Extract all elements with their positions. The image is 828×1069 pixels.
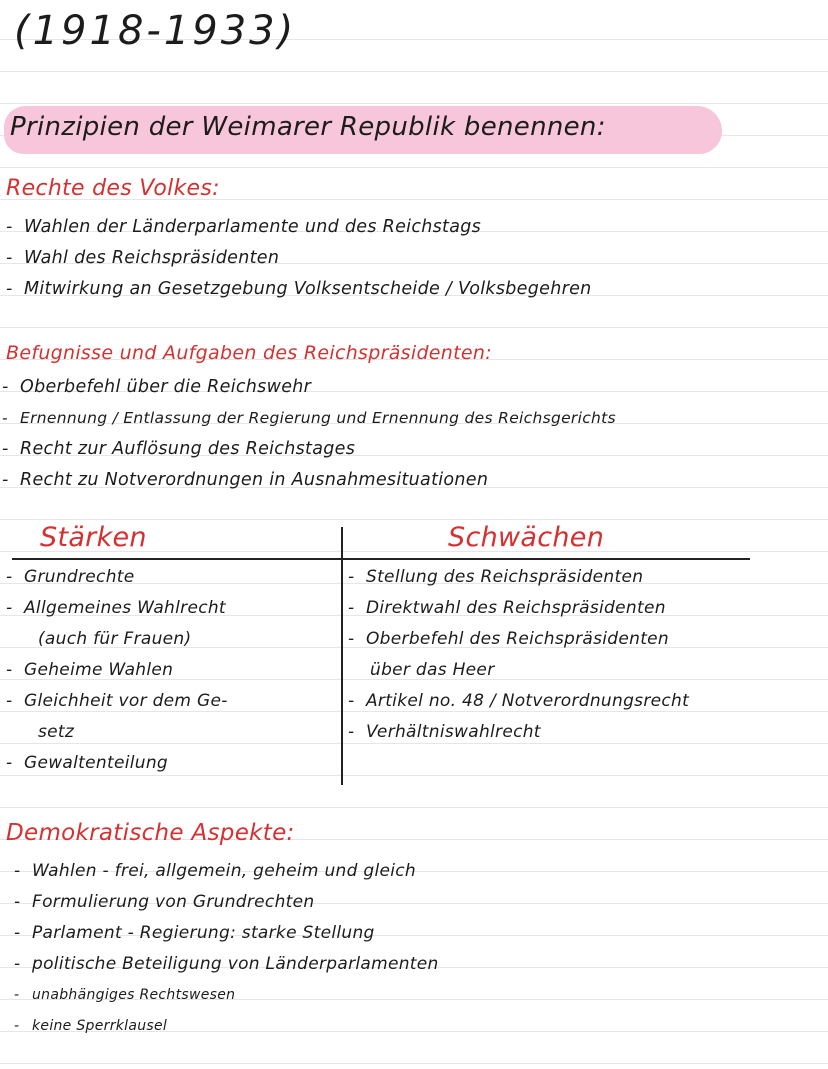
list-item: - Gewaltenteilung — [6, 753, 168, 773]
list-item: - Wahlen der Länderparlamente und des Reichstags — [6, 217, 482, 237]
list-item: - Gleichheit vor dem Ge- — [6, 691, 228, 711]
main-heading: Prinzipien der Weimarer Republik benennen: — [10, 112, 606, 142]
list-item: - Wahlen - frei, allgemein, geheim und gleich — [14, 861, 417, 881]
column-heading-staerken: Stärken — [40, 522, 147, 553]
list-item: - Oberbefehl über die Reichswehr — [2, 377, 312, 397]
list-item: - Stellung des Reichspräsidenten — [348, 567, 644, 587]
list-item: - Grundrechte — [6, 567, 135, 587]
section-title-rechte: Rechte des Volkes: — [6, 176, 220, 201]
list-item: - Artikel no. 48 / Notverordnungsrecht — [348, 691, 690, 711]
list-staerken — [6, 562, 228, 779]
table-vertical-rule — [341, 527, 343, 785]
section-title-befugnisse: Befugnisse und Aufgaben des Reichspräsidenten: — [6, 342, 492, 364]
list-item: - Verhältniswahlrecht — [348, 722, 541, 742]
page-title: (1918-1933) — [14, 8, 297, 54]
list-item: - politische Beteiligung von Länderparlamenten — [14, 954, 439, 974]
list-item: - unabhängiges Rechtswesen — [14, 987, 236, 1003]
list-item: - Ernennung / Entlassung der Regierung und Ernennung des Reichsgerichts — [2, 409, 616, 427]
list-rechte — [6, 212, 592, 305]
list-item: - Parlament - Regierung: starke Stellung — [14, 923, 375, 943]
list-item: - Wahl des Reichspräsidenten — [6, 248, 280, 268]
list-item-continuation: setz — [38, 722, 75, 742]
list-befugnisse — [2, 372, 616, 496]
list-item-continuation: über das Heer — [370, 660, 495, 680]
list-item: - Direktwahl des Reichspräsidenten — [348, 598, 666, 618]
list-item: - Geheime Wahlen — [6, 660, 174, 680]
list-item: - Oberbefehl des Reichspräsidenten — [348, 629, 669, 649]
list-schwaechen — [348, 562, 689, 748]
list-demokratisch — [14, 856, 439, 1042]
section-title-demokratisch: Demokratische Aspekte: — [6, 820, 295, 846]
table-horizontal-rule — [12, 558, 750, 560]
list-item: - Recht zur Auflösung des Reichstages — [2, 439, 356, 459]
list-item: - Mitwirkung an Gesetzgebung Volksentscheide / Volksbegehren — [6, 279, 592, 299]
column-heading-schwaechen: Schwächen — [448, 522, 605, 553]
list-item: - Allgemeines Wahlrecht — [6, 598, 226, 618]
list-item: - Formulierung von Grundrechten — [14, 892, 315, 912]
list-item: - keine Sperrklausel — [14, 1018, 168, 1034]
list-item: - Recht zu Notverordnungen in Ausnahmesituationen — [2, 470, 489, 490]
list-item-continuation: (auch für Frauen) — [38, 629, 192, 649]
